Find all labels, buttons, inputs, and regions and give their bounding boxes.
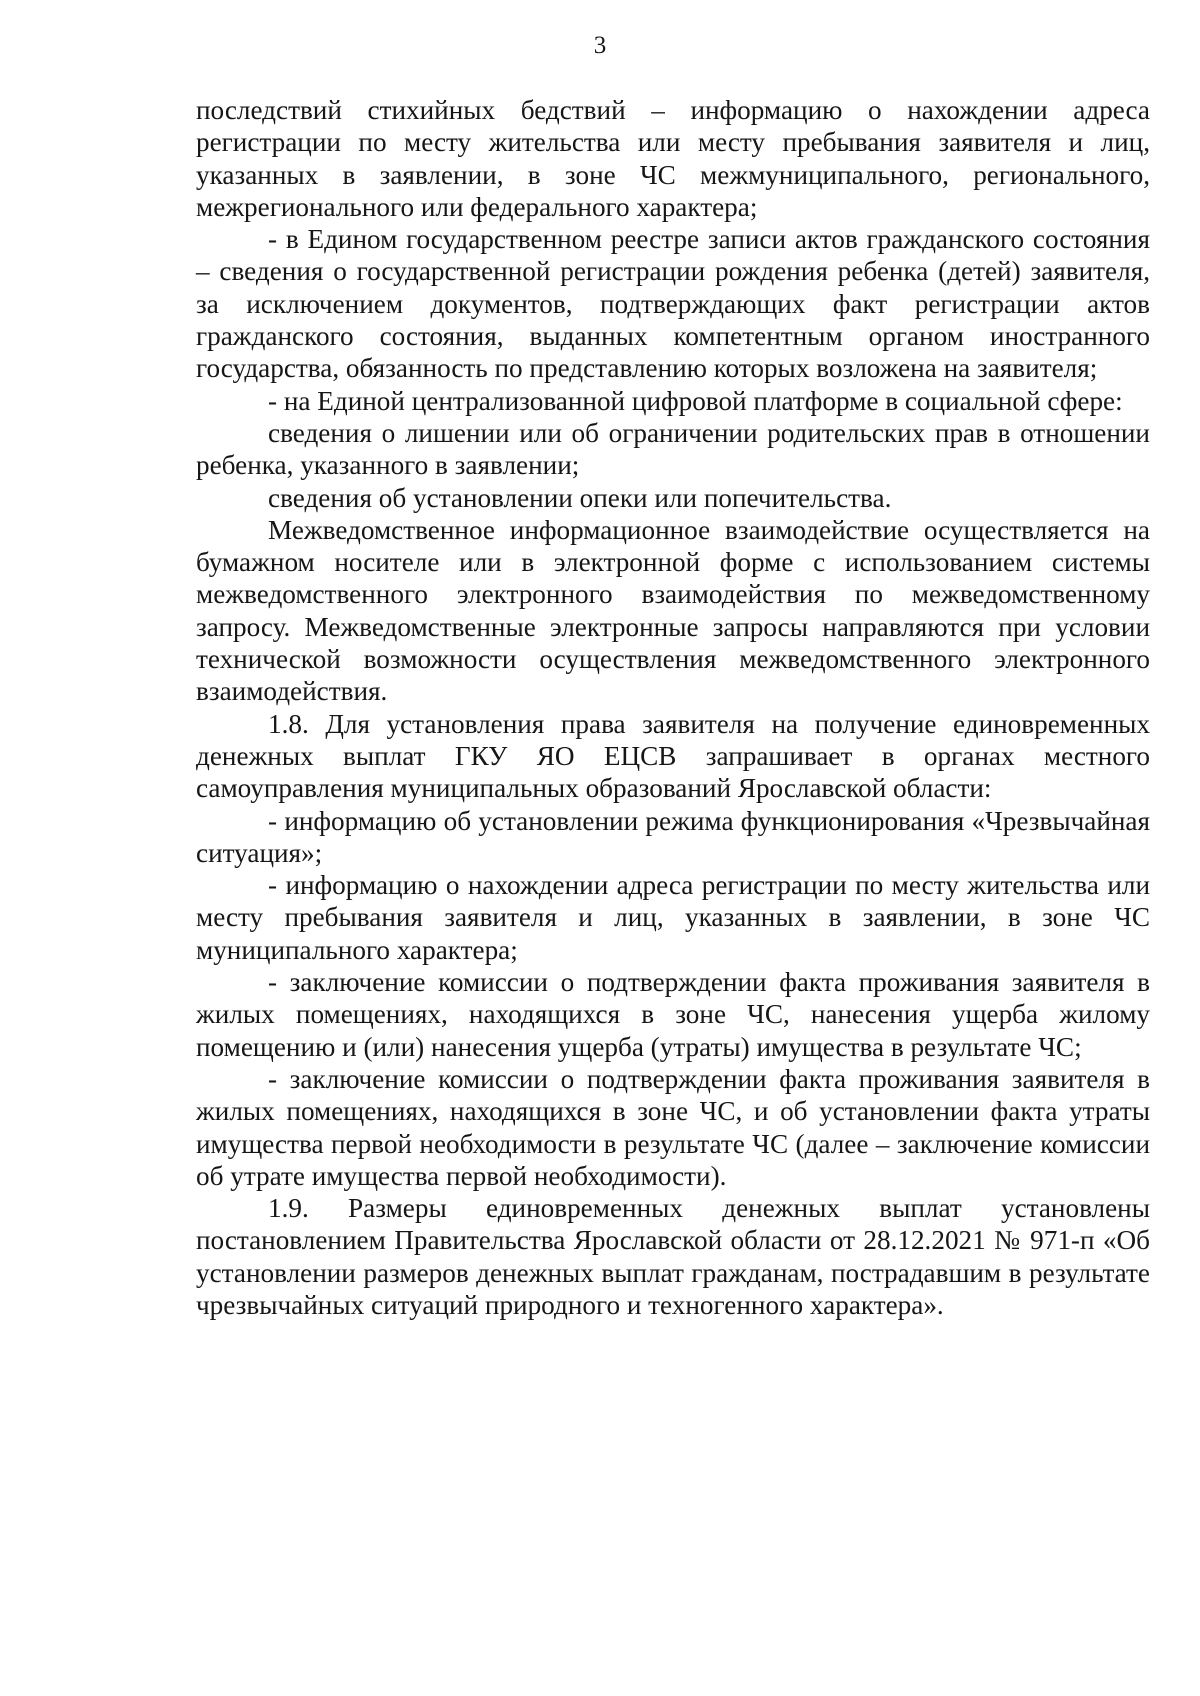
- paragraph: сведения об установлении опеки или попечительства.: [268, 482, 892, 513]
- paragraph: - заключение комиссии о подтверждении факта проживания заявителя в жилых помещениях, находящихся в зоне ЧС, и об установлении факта утраты имущества первой необходимости в результате ЧС (далее – заключение комиссии об утрате имущества первой необходимости).: [196, 1063, 1150, 1191]
- paragraph: последствий стихийных бедствий – информацию о нахождении адреса регистрации по месту жительства или месту пребывания заявителя и лиц, указанных в заявлении, в зоне ЧС межмуниципального, регионального, межрегионального или федерального характера;: [196, 95, 1150, 222]
- paragraph: сведения о лишении или об ограничении родительских прав в отношении ребенка, указанного в заявлении;: [196, 417, 1150, 481]
- paragraph: - информацию о нахождении адреса регистрации по месту жительства или месту пребывания заявителя и лиц, указанных в заявлении, в зоне ЧС муниципального характера;: [196, 870, 1150, 965]
- paragraph: - на Единой централизованной цифровой платформе в социальной сфере:: [268, 385, 1123, 416]
- paragraph: Межведомственное информационное взаимодействие осуществляется на бумажном носителе или в электронной форме с использованием системы межведомственного электронного взаимодействия по межведомственному запросу. Межведомственные электронные запросы направляются при условии технической возможности осуществления межведомственного электронного взаимодействия.: [196, 514, 1150, 707]
- paragraph: - информацию об установлении режима функционирования «Чрезвычайная ситуация»;: [196, 805, 1150, 868]
- document-body: [196, 94, 1150, 1321]
- paragraph: 1.8. Для установления права заявителя на получение единовременных денежных выплат ГКУ ЯО ЕЦСВ запрашивает в органах местного самоуправления муниципальных образований Ярославской области:: [196, 708, 1150, 804]
- paragraph: - заключение комиссии о подтверждении факта проживания заявителя в жилых помещениях, находящихся в зоне ЧС, нанесения ущерба жилому помещению и (или) нанесения ущерба (утраты) имущества в результате ЧС;: [196, 967, 1150, 1062]
- paragraph: - в Едином государственном реестре записи актов гражданского состояния – сведения о государственной регистрации рождения ребенка (детей) заявителя, за исключением документов, подтверждающих факт регистрации актов гражданского состояния, выданных компетентным органом иностранного государства, обязанность по представлению которых возложена на заявителя;: [196, 224, 1150, 384]
- page-number: 3: [593, 32, 607, 59]
- paragraph: 1.9. Размеры единовременных денежных выплат установлены постановлением Правительства Ярославской области от 28.12.2021 № 971-п «Об установлении размеров денежных выплат гражданам, пострадавшим в результате чрезвычайных ситуаций природного и техногенного характера».: [196, 1193, 1150, 1320]
